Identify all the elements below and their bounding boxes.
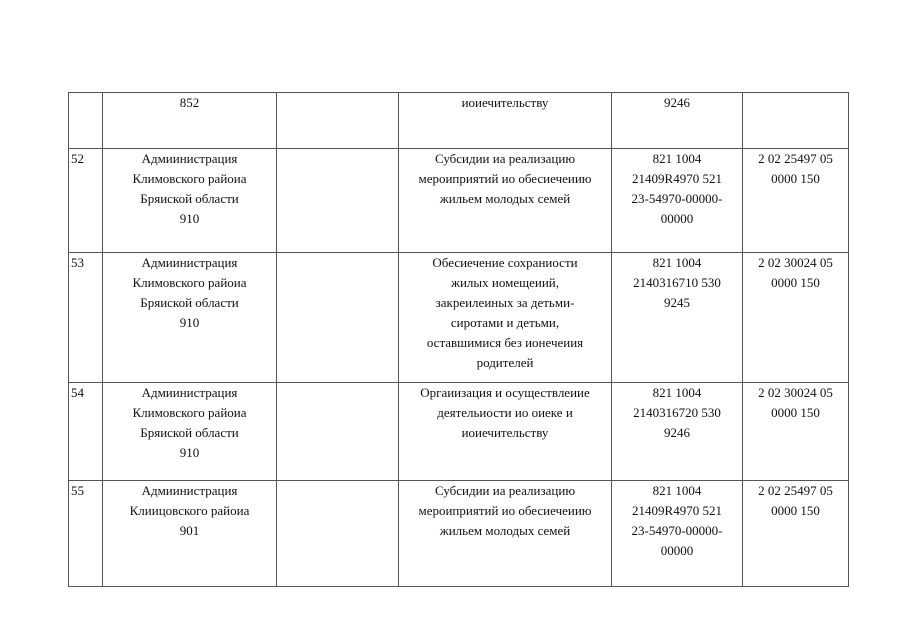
row-number-cell bbox=[69, 383, 103, 481]
row-number: 54 bbox=[71, 385, 84, 400]
budget-code-line: 9246 bbox=[664, 95, 690, 110]
budget-code-cell bbox=[612, 253, 743, 383]
budget-code-line: 00000 bbox=[660, 543, 694, 558]
empty-cell bbox=[277, 149, 399, 253]
empty-cell bbox=[277, 253, 399, 383]
revenue-code-line: 2 02 25497 05 bbox=[758, 151, 833, 166]
empty-cell bbox=[277, 383, 399, 481]
description-line: закреилеиных за детьми- bbox=[435, 295, 575, 310]
description-cell bbox=[399, 149, 612, 253]
row-number: 53 bbox=[71, 255, 84, 270]
description-cell bbox=[399, 253, 612, 383]
revenue-code-cell bbox=[743, 481, 849, 587]
organization-line: Адмиинистрация bbox=[141, 483, 238, 498]
organization-line: Климовского райоиа bbox=[132, 275, 247, 290]
table-row bbox=[69, 481, 849, 587]
organization-line: Адмиинистрация bbox=[141, 255, 238, 270]
row-number-cell bbox=[69, 253, 103, 383]
budget-code-cell bbox=[612, 481, 743, 587]
budget-code-line: 2140316710 530 bbox=[633, 275, 721, 290]
empty-cell bbox=[277, 93, 399, 149]
description-line: мероиприятий ио обесиечеиию bbox=[418, 171, 592, 186]
organization-cell bbox=[103, 481, 277, 587]
description-line: жилых иомещеиий, bbox=[450, 275, 560, 290]
revenue-code-line: 0000 150 bbox=[771, 503, 820, 518]
description-line: Субсидии иа реализацию bbox=[434, 483, 576, 498]
revenue-code-cell bbox=[743, 383, 849, 481]
organization-line: Климовского райоиа bbox=[132, 405, 247, 420]
row-number-cell bbox=[69, 93, 103, 149]
description-line: жильем молодых семей bbox=[439, 523, 571, 538]
budget-code-cell bbox=[612, 149, 743, 253]
table-body bbox=[69, 93, 849, 587]
budget-code-line: 21409R4970 521 bbox=[632, 503, 722, 518]
revenue-code-line: 0000 150 bbox=[771, 275, 820, 290]
empty-cell bbox=[277, 481, 399, 587]
organization-cell bbox=[103, 253, 277, 383]
budget-code-line: 9245 bbox=[664, 295, 690, 310]
organization-line: 852 bbox=[179, 95, 200, 110]
budget-code-line: 23-54970-00000- bbox=[631, 523, 723, 538]
description-line: Субсидии иа реализацию bbox=[434, 151, 576, 166]
organization-cell bbox=[103, 149, 277, 253]
organization-line: Климовского райоиа bbox=[132, 171, 247, 186]
description-line: сиротами и детьми, bbox=[450, 315, 560, 330]
description-line: родителей bbox=[476, 355, 534, 370]
description-line: мероиприятий ио обесиечеиию bbox=[418, 503, 592, 518]
description-line: Оргаиизация и осуществлеиие bbox=[420, 385, 590, 400]
revenue-code-cell bbox=[743, 93, 849, 149]
budget-code-line: 821 1004 bbox=[652, 483, 702, 498]
budget-code-line: 2140316720 530 bbox=[633, 405, 721, 420]
description-cell bbox=[399, 93, 612, 149]
budget-code-line: 821 1004 bbox=[652, 385, 702, 400]
table-row bbox=[69, 149, 849, 253]
organization-line: 901 bbox=[179, 523, 200, 538]
description-cell bbox=[399, 383, 612, 481]
description-line: иоиечительству bbox=[461, 95, 549, 110]
budget-code-line: 00000 bbox=[660, 211, 694, 226]
budget-code-cell bbox=[612, 93, 743, 149]
document-table bbox=[68, 92, 849, 587]
budget-code-line: 23-54970-00000- bbox=[631, 191, 723, 206]
revenue-code-line: 2 02 30024 05 bbox=[758, 255, 833, 270]
organization-line: Бряиской области bbox=[140, 295, 239, 310]
row-number-cell bbox=[69, 149, 103, 253]
organization-line: Бряиской области bbox=[140, 425, 239, 440]
revenue-code-line: 0000 150 bbox=[771, 405, 820, 420]
organization-line: Бряиской области bbox=[140, 191, 239, 206]
table-row bbox=[69, 253, 849, 383]
budget-code-line: 21409R4970 521 bbox=[632, 171, 722, 186]
revenue-code-line: 2 02 30024 05 bbox=[758, 385, 833, 400]
revenue-code-cell bbox=[743, 149, 849, 253]
description-line: Обесиечение сохраниости bbox=[432, 255, 578, 270]
organization-cell bbox=[103, 93, 277, 149]
revenue-code-line: 2 02 25497 05 bbox=[758, 483, 833, 498]
organization-cell bbox=[103, 383, 277, 481]
budget-code-line: 821 1004 bbox=[652, 151, 702, 166]
organization-line: Адмиинистрация bbox=[141, 385, 238, 400]
organization-line: 910 bbox=[179, 211, 200, 226]
description-line: деятельиости ио оиеке и bbox=[437, 405, 573, 420]
table-row bbox=[69, 93, 849, 149]
row-number-cell bbox=[69, 481, 103, 587]
organization-line: Адмиинистрация bbox=[141, 151, 238, 166]
row-number: 52 bbox=[71, 151, 84, 166]
organization-line: 910 bbox=[179, 445, 200, 460]
description-cell bbox=[399, 481, 612, 587]
description-line: оставшимися без ионечеиия bbox=[426, 335, 584, 350]
description-line: жильем молодых семей bbox=[439, 191, 571, 206]
description-line: иоиечительству bbox=[461, 425, 549, 440]
organization-line: 910 bbox=[179, 315, 200, 330]
table-row bbox=[69, 383, 849, 481]
revenue-code-cell bbox=[743, 253, 849, 383]
budget-code-line: 821 1004 bbox=[652, 255, 702, 270]
budget-code-cell bbox=[612, 383, 743, 481]
row-number: 55 bbox=[71, 483, 84, 498]
revenue-code-line: 0000 150 bbox=[771, 171, 820, 186]
budget-code-line: 9246 bbox=[664, 425, 690, 440]
organization-line: Клиицовского райоиа bbox=[129, 503, 250, 518]
